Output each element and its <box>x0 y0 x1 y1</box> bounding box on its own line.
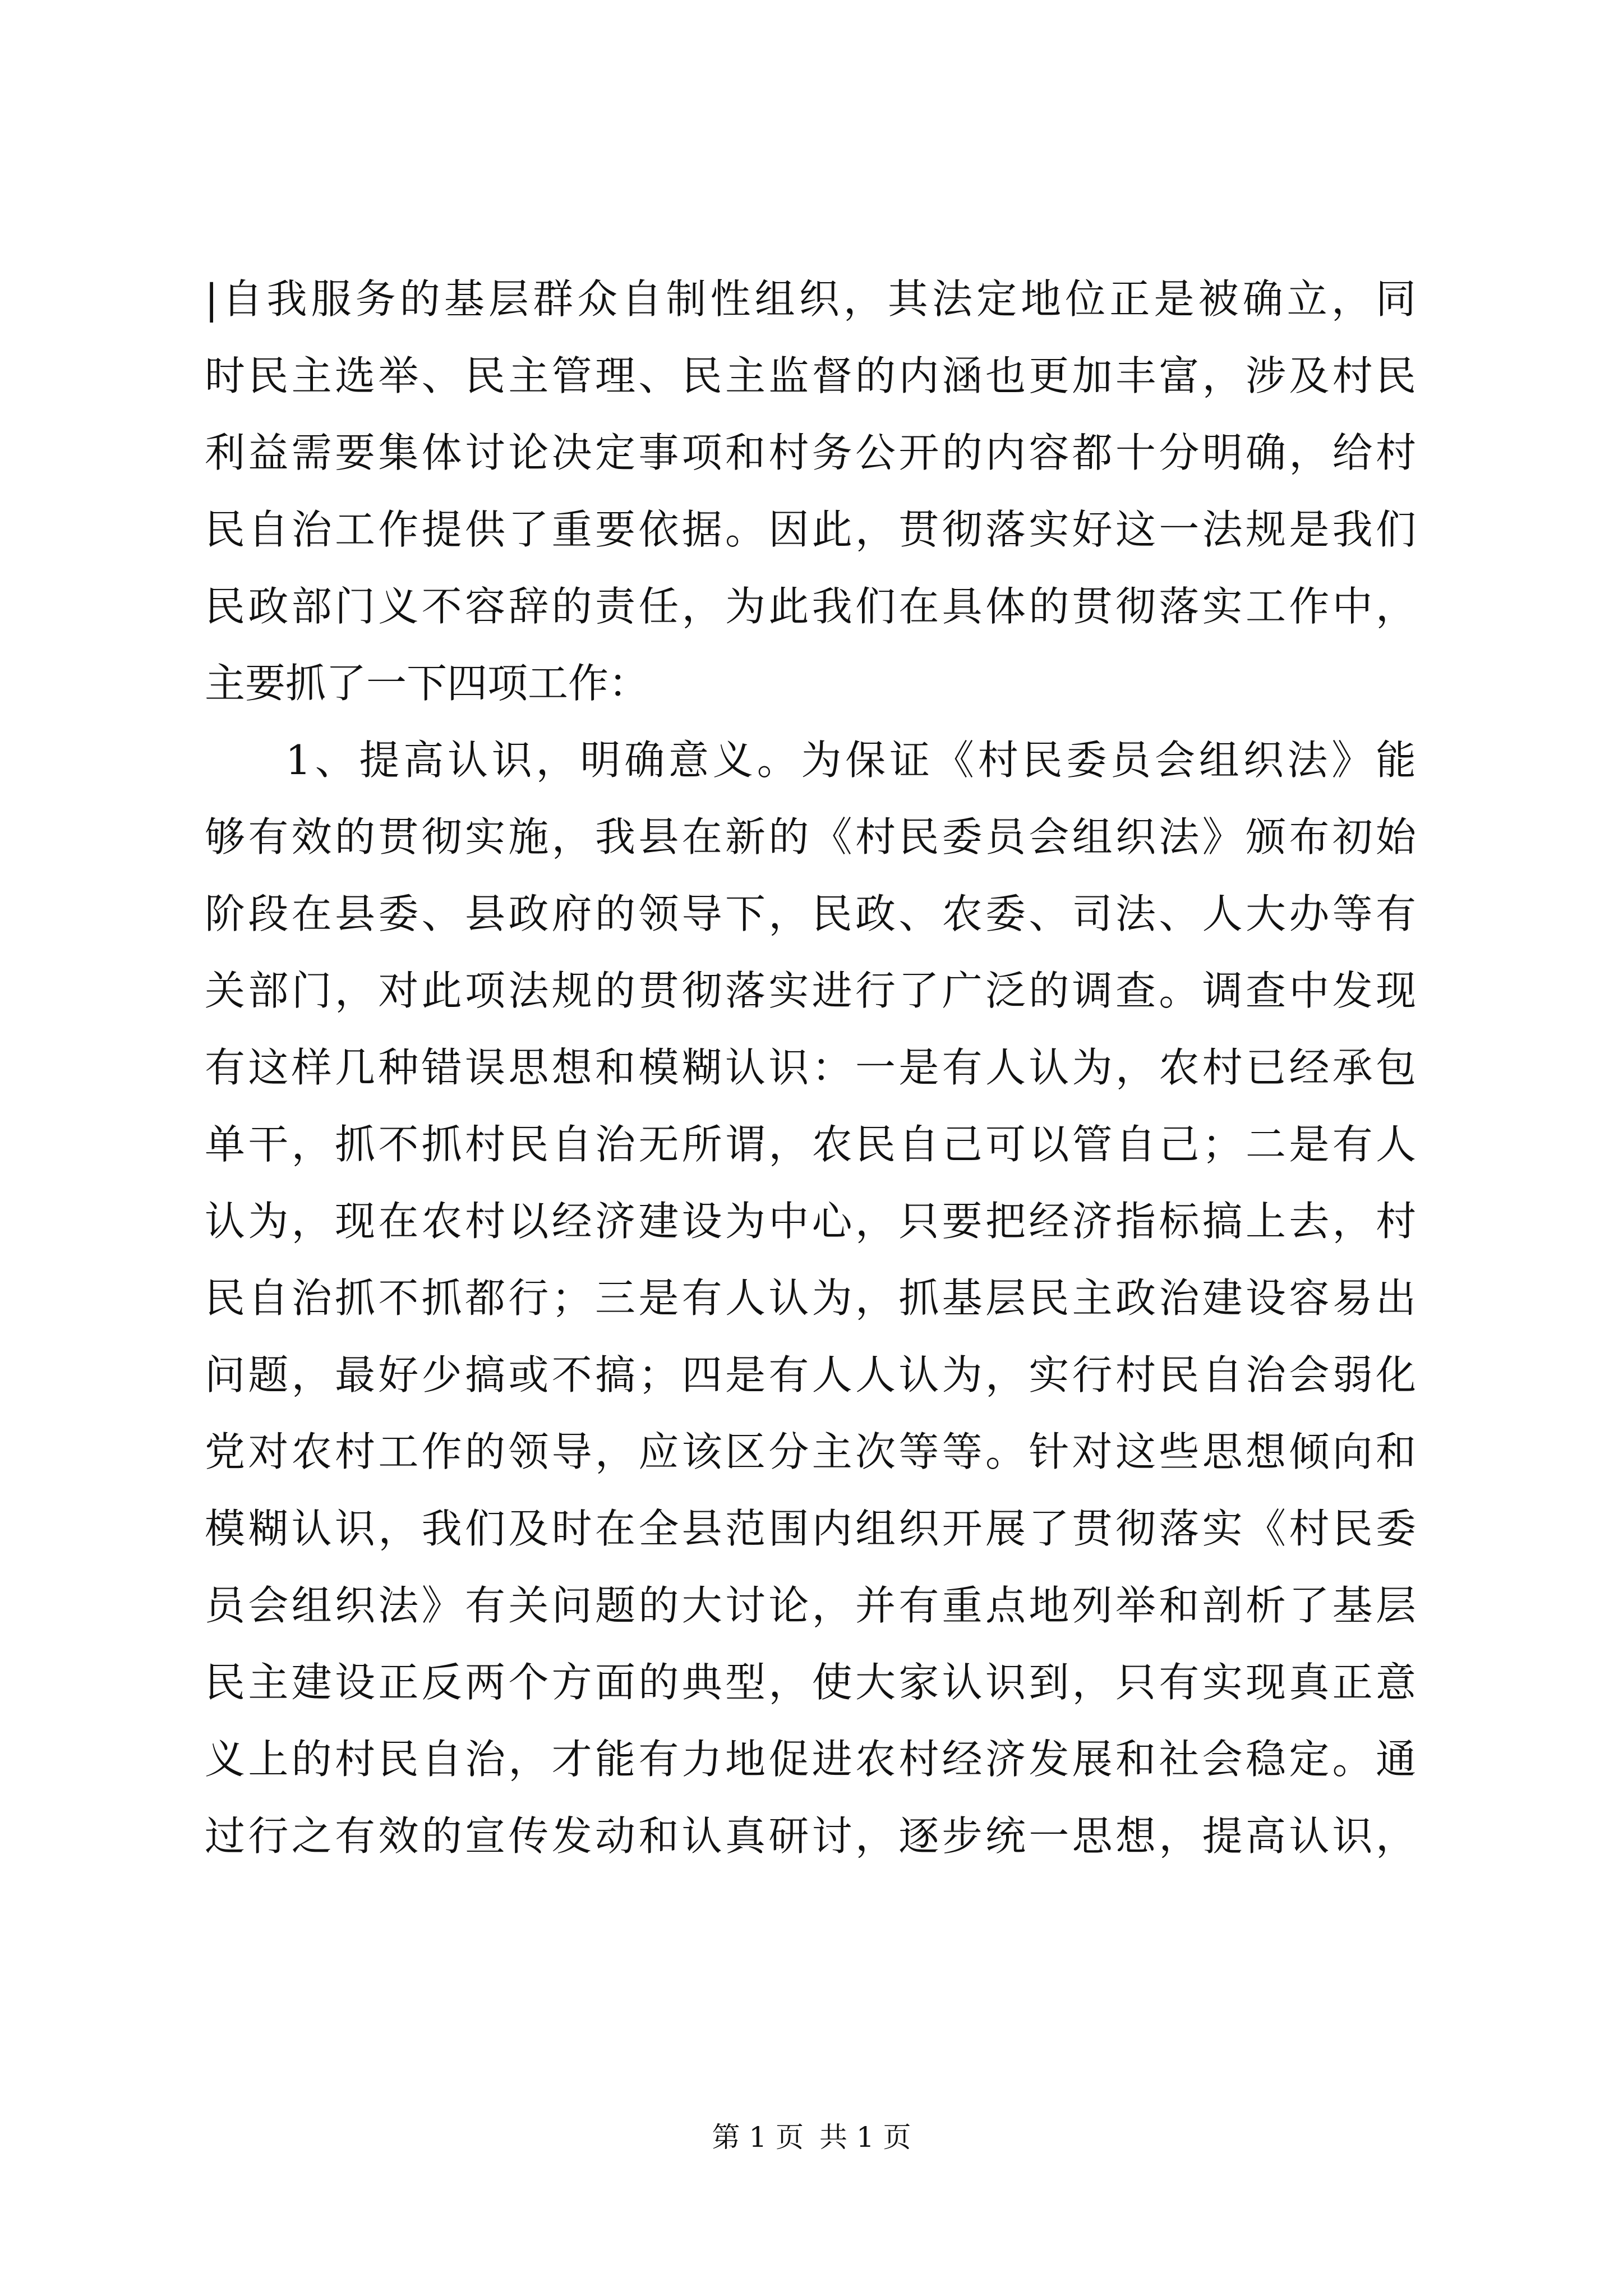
page-footer <box>0 2118 1623 2157</box>
text-line: 够有效的贯彻实施，我县在新的《村民委员会组织法》颁布初始 <box>205 813 1416 861</box>
text-line: 过行之有效的宣传发动和认真研讨，逐步统一思想，提高认识， <box>205 1812 1416 1860</box>
text-line: 模糊认识，我们及时在全县范围内组织开展了贯彻落实《村民委 <box>205 1505 1416 1552</box>
text-line: 民政部门义不容辞的责任，为此我们在具体的贯彻落实工作中， <box>205 583 1416 630</box>
text-line: 民主建设正反两个方面的典型，使大家认识到，只有实现真正意 <box>205 1659 1416 1706</box>
text-line: 义上的村民自治，才能有力地促进农村经济发展和社会稳定。通 <box>205 1736 1416 1783</box>
text-line: 党对农村工作的领导，应该区分主次等等。针对这些思想倾向和 <box>205 1428 1416 1475</box>
text-line: 问题，最好少搞或不搞；四是有人人认为，实行村民自治会弱化 <box>205 1351 1416 1398</box>
text-line: 民自治抓不抓都行；三是有人认为，抓基层民主政治建设容易出 <box>205 1274 1416 1322</box>
text-line: |自我服务的基层群众自制性组织，其法定地位正是被确立，同 <box>205 275 1416 323</box>
text-line: 主要抓了一下四项工作： <box>205 660 649 707</box>
page-total: 共 1 页 <box>819 2121 911 2154</box>
text-line: 民自治工作提供了重要依据。因此，贯彻落实好这一法规是我们 <box>205 506 1416 553</box>
text-line: 阶段在县委、县政府的领导下，民政、农委、司法、人大办等有 <box>205 890 1416 937</box>
text-line: 单干，抓不抓村民自治无所谓，农民自己可以管自己；二是有人 <box>205 1121 1416 1168</box>
text-line: 利益需要集体讨论决定事项和村务公开的内容都十分明确，给村 <box>205 429 1416 476</box>
text-line: 认为，现在农村以经济建设为中心，只要把经济指标搞上去，村 <box>205 1198 1416 1245</box>
body-text <box>205 261 1416 1875</box>
text-line: 时民主选举、民主管理、民主监督的内涵也更加丰富，涉及村民 <box>205 352 1416 399</box>
text-line: 有这样几种错误思想和模糊认识：一是有人认为，农村已经承包 <box>205 1044 1416 1091</box>
text-line: 1、提高认识，明确意义。为保证《村民委员会组织法》能 <box>285 737 1416 784</box>
page-number: 第 1 页 <box>712 2121 804 2154</box>
text-line: 员会组织法》有关问题的大讨论，并有重点地列举和剖析了基层 <box>205 1582 1416 1629</box>
text-line: 关部门，对此项法规的贯彻落实进行了广泛的调查。调查中发现 <box>205 967 1416 1014</box>
